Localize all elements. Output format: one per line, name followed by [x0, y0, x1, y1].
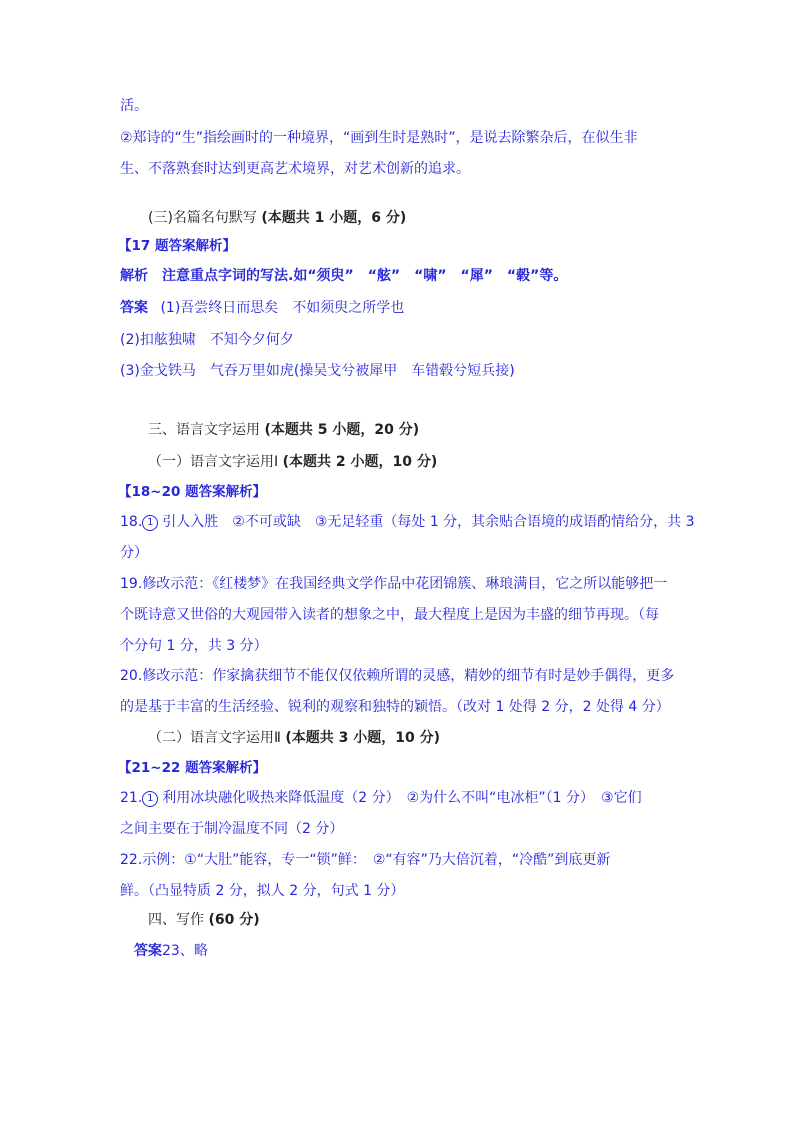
q20-line-1: 20.修改示范：作家擒获细节不能仅仅依赖所谓的灵感，精妙的细节有时是妙手偶得，更多	[120, 668, 675, 684]
q18-line-2: 分）	[120, 545, 148, 561]
analysis-line-3: 生、不落熟套时达到更高艺术境界，对艺术创新的追求。	[120, 161, 470, 177]
q21-22-answer-title: 【21~22 题答案解析】	[118, 760, 267, 776]
q19-line-1: 19.修改示范：《红楼梦》在我国经典文学作品中花团锦簇、琳琅满目，它之所以能够把一	[120, 576, 668, 592]
section-3-heading	[148, 208, 406, 228]
q18-text: 引人入胜 ②不可或缺 ③无足轻重（每处 1 分，其余贴合语境的成语酌情给分，共 3	[162, 514, 695, 530]
q17-answer-1	[120, 298, 404, 318]
q17-answer-label: 答案	[120, 300, 148, 316]
q22-line-2: 鲜。（凸显特质 2 分，拟人 2 分，句式 1 分）	[120, 883, 405, 899]
q17-answer-1-text: (1)吾尝终日而思矣 不如须臾之所学也	[160, 300, 405, 316]
part-3-heading-text: 三、语言文字运用	[148, 422, 260, 438]
part-4-heading-text: 四、写作	[148, 912, 204, 928]
q23-answer-label: 答案	[134, 943, 162, 959]
part-3-heading	[148, 420, 419, 440]
q21-prefix: 21.	[120, 790, 143, 806]
circled-number-icon: 1	[142, 791, 158, 807]
part-3-sub1-heading-text: （一）语言文字运用Ⅰ	[148, 454, 279, 470]
q21-text: 利用冰块融化吸热来降低温度（2 分） ②为什么不叫“电冰柜”（1 分） ③它们	[162, 790, 642, 806]
part-4-heading	[148, 910, 260, 930]
q23-answer-text: 23、略	[162, 943, 208, 959]
part-3-sub2-heading-score: (本题共 3 小题，10 分)	[285, 730, 440, 746]
part-3-sub1-heading	[148, 452, 437, 472]
q17-answer-2: (2)扣舷独啸 不知今夕何夕	[120, 332, 294, 348]
q20-line-2: 的是基于丰富的生活经验、锐利的观察和独特的颖悟。（改对 1 处得 2 分，2 处得 4 分）	[120, 699, 670, 715]
part-3-sub2-heading	[148, 728, 440, 748]
q18-prefix: 18.	[120, 514, 143, 530]
q22-line-1: 22.示例：①“大肚”能容，专一“锁”鲜： ②“有容”乃大倍沉着，“冷酷”到底更新	[120, 852, 611, 868]
section-3-heading-score: (本题共 1 小题，6 分)	[261, 210, 407, 226]
analysis-line-2: ②郑诗的“生”指绘画时的一种境界，“画到生时是熟时”，是说去除繁杂后，在似生非	[120, 130, 638, 146]
q23-answer	[134, 941, 208, 961]
q19-line-2: 个既诗意又世俗的大观园带入读者的想象之中，最大程度上是因为丰盛的细节再现。（每	[120, 607, 659, 623]
analysis-line-1: 活。	[120, 98, 148, 114]
section-3-heading-text: (三)名篇名句默写	[148, 210, 257, 226]
part-3-heading-score: (本题共 5 小题，20 分)	[264, 422, 420, 438]
circled-number-icon: 1	[142, 515, 158, 531]
q18-20-answer-title: 【18~20 题答案解析】	[118, 484, 267, 500]
q21-line-2: 之间主要在于制冷温度不同（2 分）	[120, 821, 344, 837]
q19-line-3: 个分句 1 分，共 3 分）	[120, 638, 268, 654]
q17-answer-3: (3)金戈铁马 气吞万里如虎(操吴戈兮被犀甲 车错毂兮短兵接)	[120, 363, 515, 379]
part-3-sub2-heading-text: （二）语言文字运用Ⅱ	[148, 730, 281, 746]
q17-answer-title: 【17 题答案解析】	[118, 238, 236, 254]
part-4-heading-score: (60 分)	[208, 912, 260, 928]
q17-analysis: 解析 注意重点字词的写法.如“须臾” “舷” “啸” “犀” “毂”等。	[120, 268, 568, 284]
part-3-sub1-heading-score: (本题共 2 小题，10 分)	[282, 454, 438, 470]
q21-line-1	[120, 788, 642, 808]
q18-line-1	[120, 512, 695, 532]
